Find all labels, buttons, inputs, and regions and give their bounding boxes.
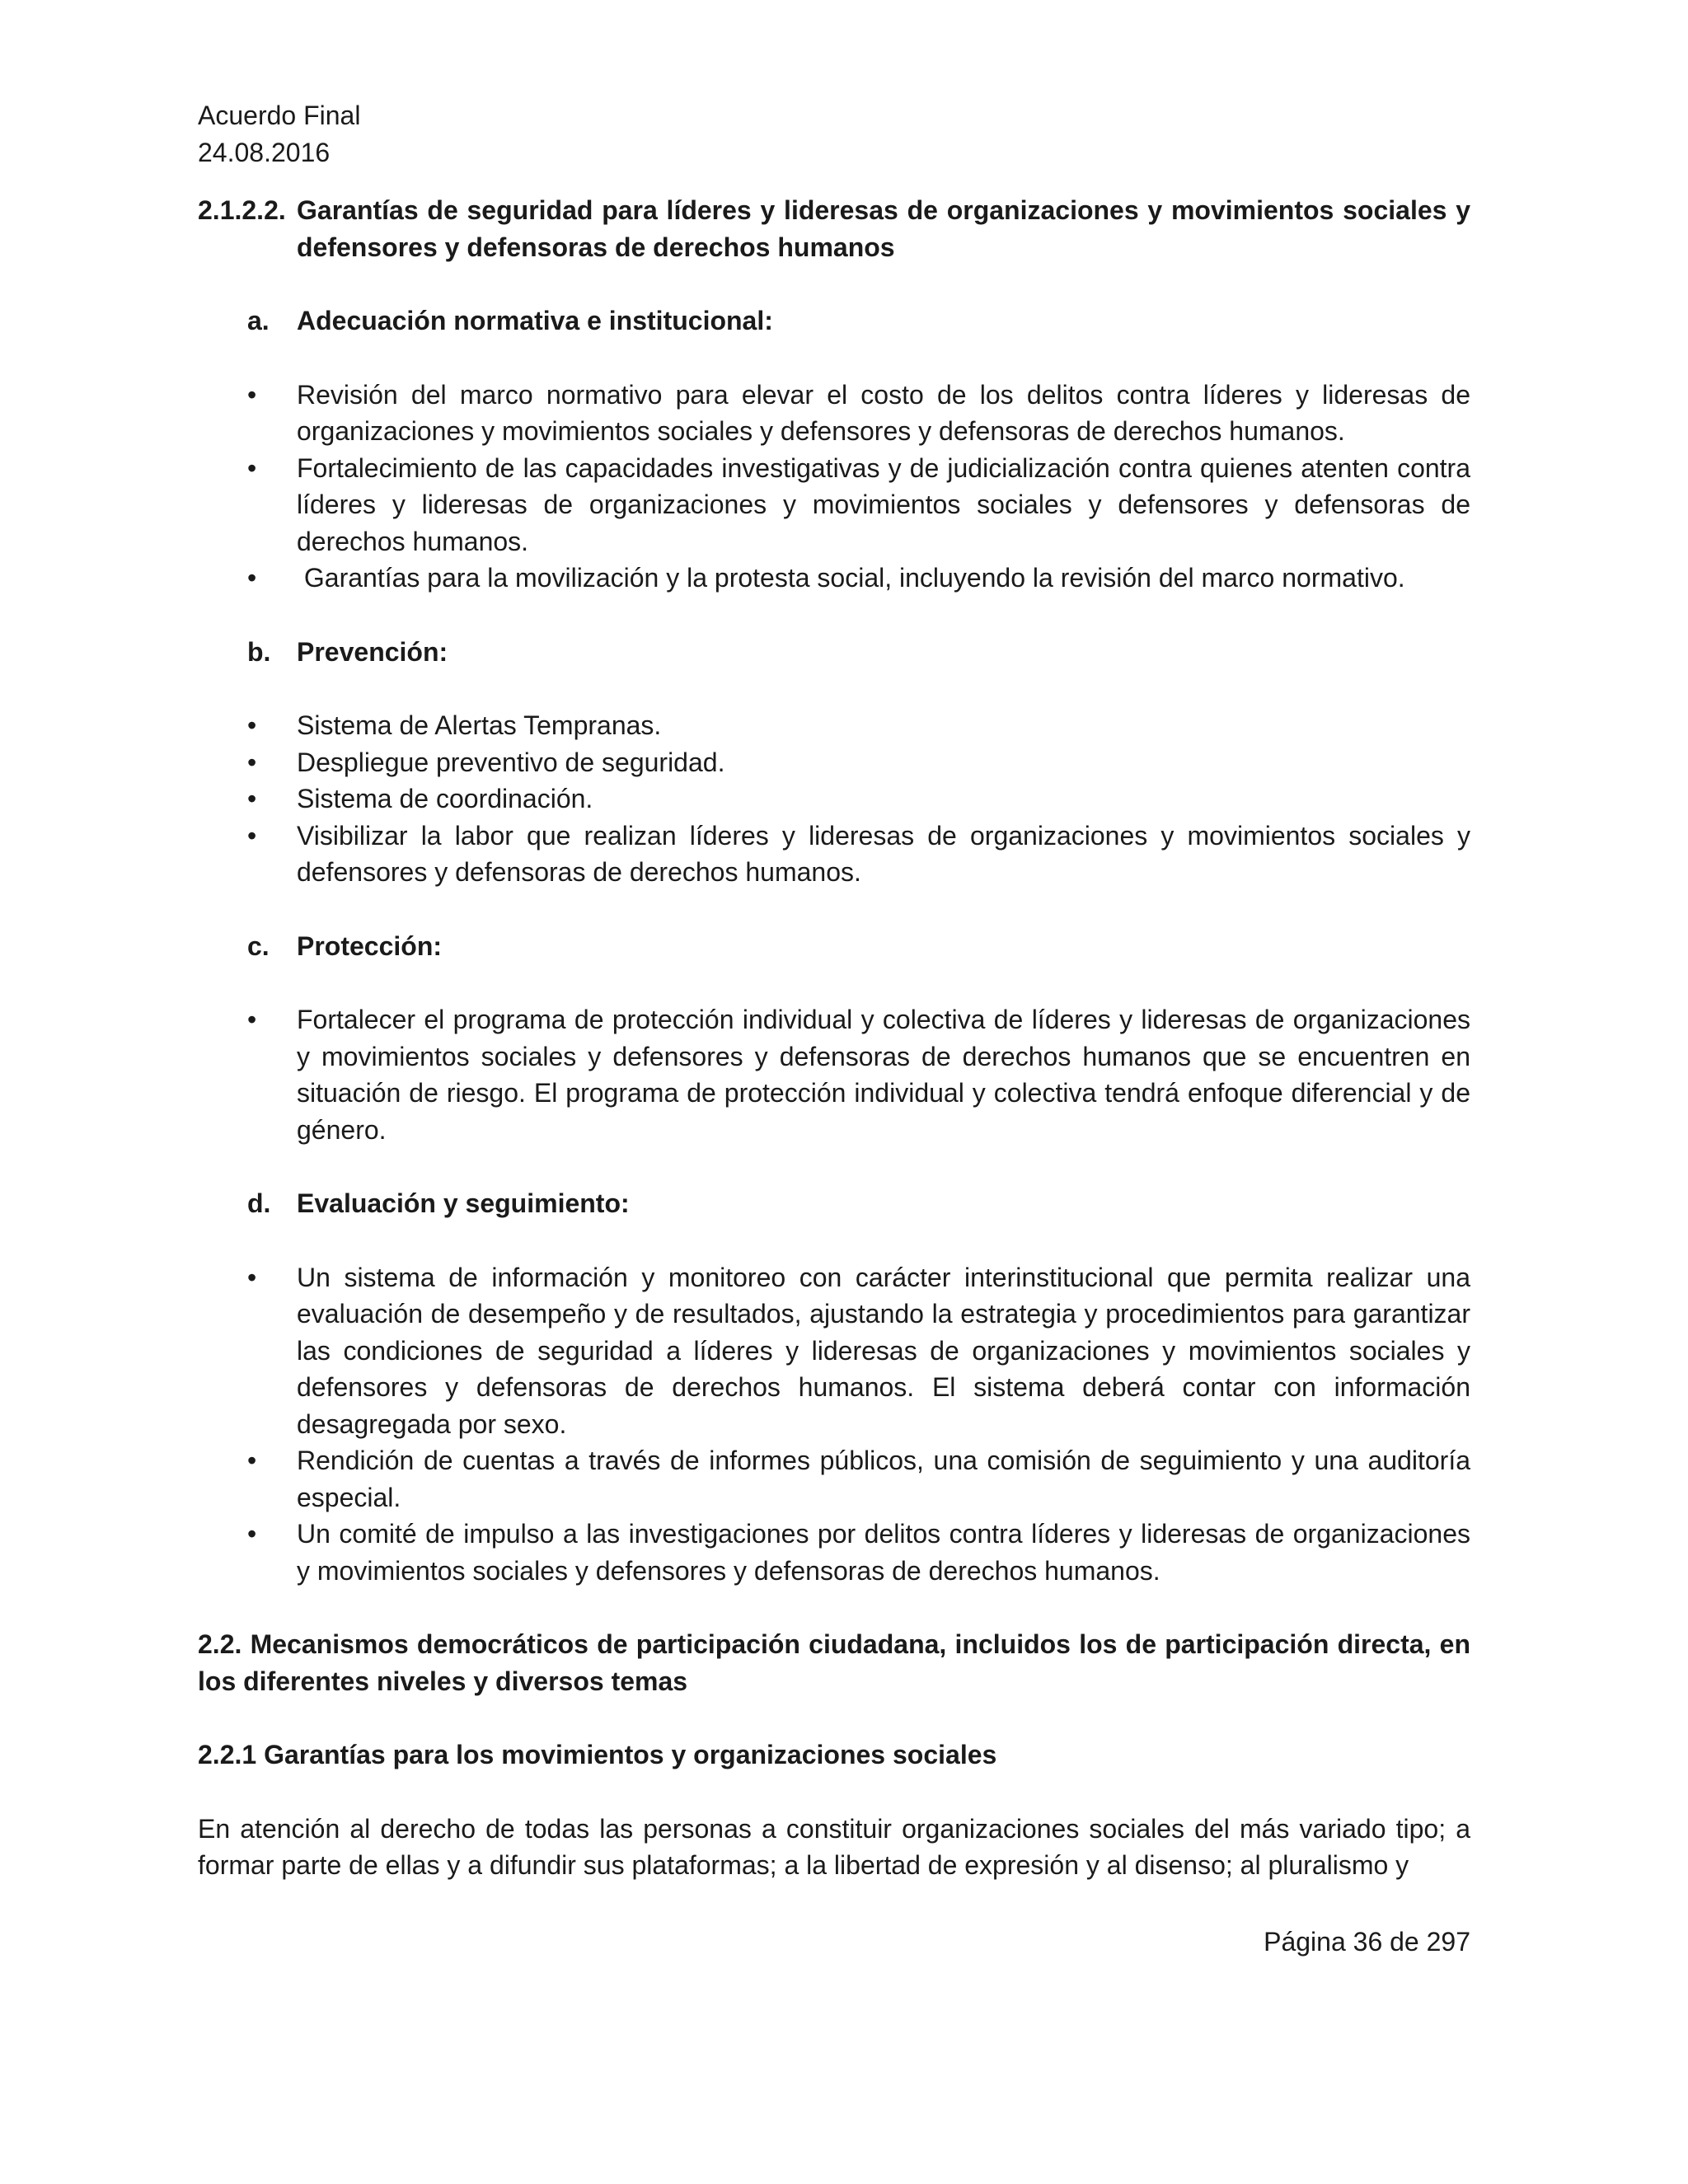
list-item-text: Garantías para la movilización y la protesta social, incluyendo la revisión del marco normativo. (297, 563, 1405, 593)
subsection-letter: c. (247, 930, 270, 961)
subsection-letter: a. (247, 306, 270, 335)
bullet-icon: • (247, 747, 257, 777)
subsection-title: Evaluación y seguimiento: (297, 1188, 630, 1218)
section-heading-2-1-2-2 (198, 192, 1470, 265)
subsection-title: Protección: (297, 930, 443, 961)
list-item-text: Sistema de coordinación. (297, 784, 593, 813)
bullet-icon: • (247, 820, 257, 851)
bullet-list-b (198, 707, 1470, 891)
bullet-icon: • (247, 452, 257, 483)
document-date: 24.08.2016 (198, 137, 331, 167)
list-item (198, 1516, 1470, 1589)
subsection-heading-a (247, 302, 1470, 340)
body-paragraph: En atención al derecho de todas las personas a constituir organizaciones sociales del más variado tipo; a formar parte de ellas y a difundir sus plataformas; a la libertad de expresión y al disenso; al pluralismo y (198, 1813, 1470, 1880)
subsection-title: Adecuación normativa e institucional: (297, 306, 773, 335)
list-item (198, 780, 1470, 818)
subsection-heading-b (247, 634, 1470, 671)
list-item (198, 450, 1470, 560)
list-item-text: Visibilizar la labor que realizan líderes y lideresas de organizaciones y movimientos sociales y defensores y defensoras de derechos humanos. (297, 820, 1470, 887)
list-item (198, 818, 1470, 891)
list-item (198, 1259, 1470, 1443)
list-item-text: Revisión del marco normativo para elevar el costo de los delitos contra líderes y lideresas de organizaciones y movimientos sociales y defensores y defensoras de derechos humanos. (297, 379, 1470, 446)
document-title: Acuerdo Final (198, 101, 361, 130)
subsection-heading-d (247, 1185, 1470, 1222)
section-number: 2.1.2.2. (198, 195, 286, 225)
document-page (198, 97, 1470, 1884)
list-item-text: Despliegue preventivo de seguridad. (297, 747, 725, 777)
list-item (198, 377, 1470, 450)
subsection-letter: b. (247, 636, 271, 667)
list-item-text: Un sistema de información y monitoreo con carácter interinstitucional que permita realizar una evaluación de desempeño y de resultados, ajustando la estrategia y procedimientos para garantizar las condiciones de seguridad a líderes y lideresas de organizaciones y movimientos sociales y defensores y defensoras de derechos humanos. El sistema deberá contar con información desagregada por sexo. (297, 1262, 1470, 1439)
section-heading-2-2: 2.2. Mecanismos democráticos de participación ciudadana, incluidos los de participación directa, en los diferentes niveles y diversos temas (198, 1629, 1470, 1696)
bullet-icon: • (247, 1519, 257, 1549)
list-item-text: Un comité de impulso a las investigaciones por delitos contra líderes y lideresas de organizaciones y movimientos sociales y defensores y defensoras de derechos humanos. (297, 1519, 1470, 1586)
subsection-letter: d. (247, 1188, 271, 1218)
list-item (198, 1001, 1470, 1148)
bullet-icon: • (247, 1262, 257, 1292)
subsection-title: Prevención: (297, 636, 448, 667)
list-item-text: Fortalecimiento de las capacidades investigativas y de judicialización contra quienes atenten contra líderes y lideresas de organizaciones y movimientos sociales y defensores y defensoras de derechos humanos. (297, 452, 1470, 556)
section-heading-2-2-1: 2.2.1 Garantías para los movimientos y organizaciones sociales (198, 1740, 997, 1769)
list-item-text: Sistema de Alertas Tempranas. (297, 710, 662, 740)
bullet-icon: • (247, 710, 257, 740)
bullet-list-c (198, 1001, 1470, 1148)
list-item (198, 744, 1470, 781)
list-item (198, 560, 1470, 597)
list-item-text: Fortalecer el programa de protección individual y colectiva de líderes y lideresas de organizaciones y movimientos sociales y defensores y defensoras de derechos humanos que se encuentren en situación de riesgo. El programa de protección individual y colectiva tendrá enfoque diferencial y de género. (297, 1005, 1470, 1145)
list-item (198, 707, 1470, 744)
bullet-icon: • (247, 784, 257, 813)
subsection-heading-c (247, 928, 1470, 965)
bullet-icon: • (247, 1446, 257, 1475)
list-item-text: Rendición de cuentas a través de informes públicos, una comisión de seguimiento y una auditoría especial. (297, 1446, 1470, 1512)
bullet-icon: • (247, 379, 257, 410)
section-title: Garantías de seguridad para líderes y lideresas de organizaciones y movimientos sociales y defensores y defensoras de derechos humanos (297, 195, 1470, 262)
bullet-icon: • (247, 563, 257, 593)
page-number: Página 36 de 297 (1264, 1927, 1470, 1957)
bullet-icon: • (247, 1005, 257, 1034)
bullet-list-d (198, 1259, 1470, 1590)
bullet-list-a (198, 377, 1470, 597)
list-item (198, 1442, 1470, 1516)
